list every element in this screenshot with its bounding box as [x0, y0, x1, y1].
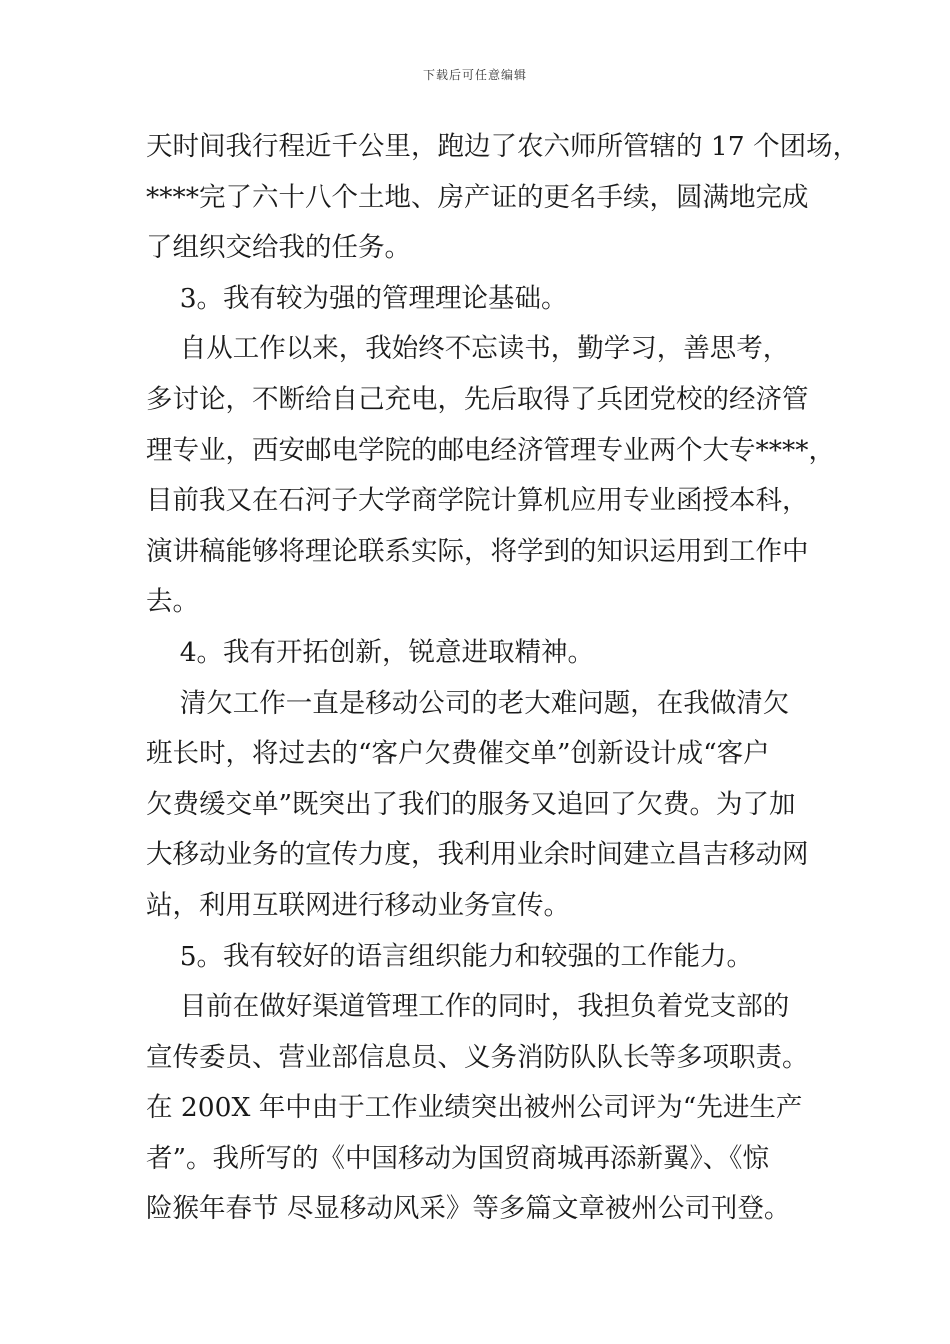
text-line: 在 200X 年中由于工作业绩突出被州公司评为“先进生产 [146, 1092, 803, 1124]
document-body [146, 122, 860, 1235]
text-line: 去。 [146, 586, 199, 618]
page-header: 下载后可任意编辑 [422, 68, 527, 82]
section-heading-4: 4。我有开拓创新，锐意进取精神。 [146, 636, 595, 668]
text-line: 目前在做好渠道管理工作的同时，我担负着党支部的 [146, 991, 790, 1023]
text-line: 目前我又在石河子大学商学院计算机应用专业函授本科， [146, 485, 809, 517]
text-line: 了组织交给我的任务。 [146, 232, 411, 264]
text-line: 清欠工作一直是移动公司的老大难问题，在我做清欠 [146, 687, 790, 719]
text-line: 天时间我行程近千公里，跑边了农六师所管辖的 17 个团场， [146, 131, 860, 162]
text-line: 班长时，将过去的“客户欠费催交单”创新设计成“客户 [146, 738, 770, 770]
text-line: 者”。我所写的《中国移动为国贸商城再添新翼》、《惊 [146, 1142, 770, 1174]
text-line: 演讲稿能够将理论联系实际，将学到的知识运用到工作中 [146, 535, 809, 567]
text-line: 站，利用互联网进行移动业务宣传。 [146, 889, 570, 921]
text-line: 欠费缓交单”既突出了我们的服务又追回了欠费。为了加 [146, 788, 796, 820]
text-line: 宣传委员、营业部信息员、义务消防队队长等多项职责。 [146, 1041, 809, 1073]
text-line: 多讨论，不断给自己充电，先后取得了兵团党校的经济管 [146, 383, 809, 415]
text-line: 大移动业务的宣传力度，我利用业余时间建立昌吉移动网 [146, 839, 809, 871]
section-heading-3: 3。我有较为强的管理理论基础。 [146, 282, 568, 314]
text-line: 自从工作以来，我始终不忘读书，勤学习，善思考， [146, 333, 790, 365]
text-line: 险猴年春节 尽显移动风采》等多篇文章被州公司刊登。 [146, 1193, 791, 1225]
text-line: ****完了六十八个土地、房产证的更名手续，圆满地完成 [146, 181, 809, 213]
section-heading-5: 5。我有较好的语言组织能力和较强的工作能力。 [146, 940, 754, 972]
text-line: 理专业，西安邮电学院的邮电经济管理专业两个大专****， [146, 434, 835, 466]
